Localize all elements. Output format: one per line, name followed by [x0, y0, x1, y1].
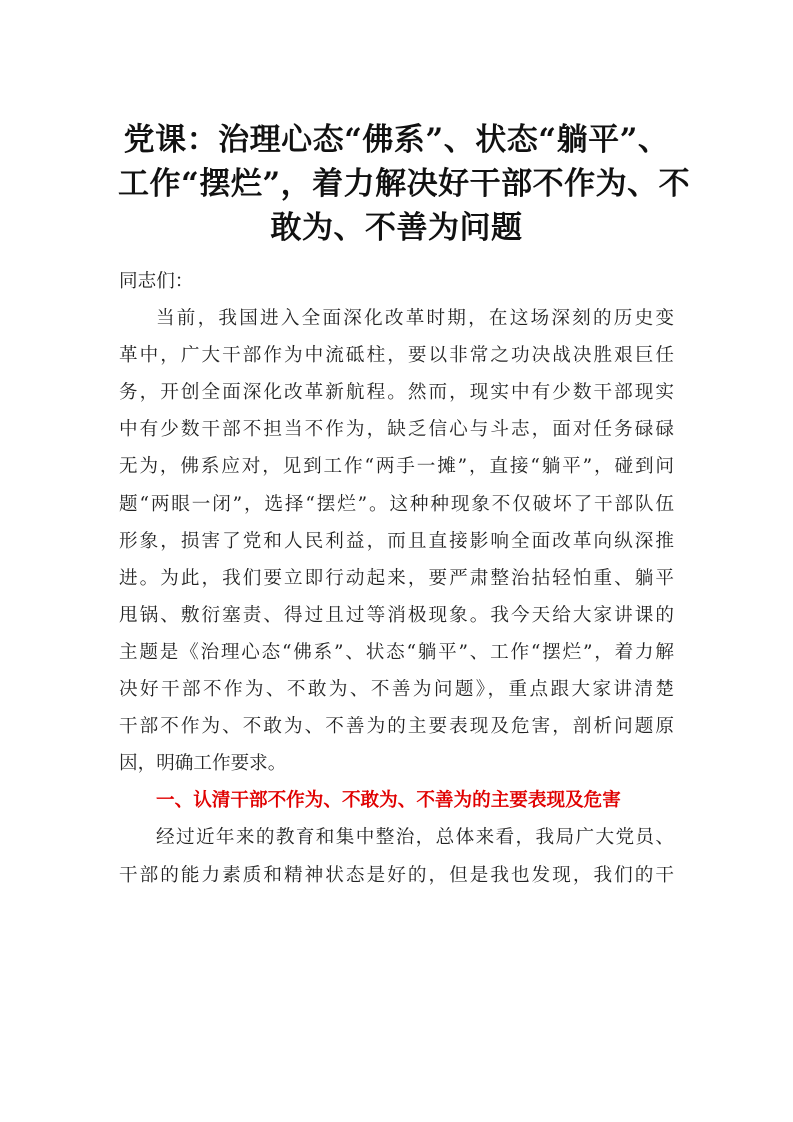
paragraph-line: 无为，佛系应对，见到工作“两手一摊”，直接“躺平”，碰到问 [119, 456, 674, 478]
paragraph-line: 因，明确工作要求。 [119, 753, 287, 775]
paragraph-line: 决好干部不作为、不敢为、不善为问题》，重点跟大家讲清楚 [119, 679, 674, 701]
paragraph-line: 务，开创全面深化改革新航程。然而，现实中有少数干部现实 [119, 382, 674, 404]
paragraph-line: 中有少数干部不担当不作为，缺乏信心与斗志，面对任务碌碌 [119, 419, 674, 441]
paragraph-line: 形象，损害了党和人民利益，而且直接影响全面改革向纵深推 [119, 530, 674, 552]
paragraph-intro [119, 300, 674, 782]
paragraph-line: 干部的能力素质和精神状态是好的，但是我也发现，我们的干 [119, 864, 674, 886]
document-title [118, 118, 691, 250]
paragraph-section1 [119, 819, 674, 893]
paragraph-line: 革中，广大干部作为中流砥柱，要以非常之功决战决胜艰巨任 [119, 345, 674, 367]
paragraph-line: 当前，我国进入全面深化改革时期，在这场深刻的历史变 [156, 308, 674, 330]
paragraph-line: 题“两眼一闭”，选择“摆烂”。这种种现象不仅破坏了干部队伍 [119, 493, 674, 515]
salutation: 同志们： [119, 271, 194, 292]
paragraph-line: 甩锅、敷衍塞责、得过且过等消极现象。我今天给大家讲课的 [119, 604, 674, 626]
paragraph-line: 干部不作为、不敢为、不善为的主要表现及危害，剖析问题原 [119, 716, 674, 738]
title-line-2: 工作“摆烂”，着力解决好干部不作为、不 [118, 166, 691, 202]
paragraph-line: 进。为此，我们要立即行动起来，要严肃整治拈轻怕重、躺平 [119, 567, 674, 589]
document-body [119, 263, 674, 894]
title-line-3: 敢为、不善为问题 [270, 210, 523, 246]
section-heading-1: 一、认清干部不作为、不敢为、不善为的主要表现及危害 [156, 790, 621, 812]
title-line-1: 党课：治理心态“佛系”、状态“躺平”、 [123, 122, 670, 158]
paragraph-line: 主题是《治理心态“佛系”、状态“躺平”、工作“摆烂”，着力解 [119, 641, 674, 663]
paragraph-line: 经过近年来的教育和集中整治，总体来看，我局广大党员、 [156, 827, 674, 849]
